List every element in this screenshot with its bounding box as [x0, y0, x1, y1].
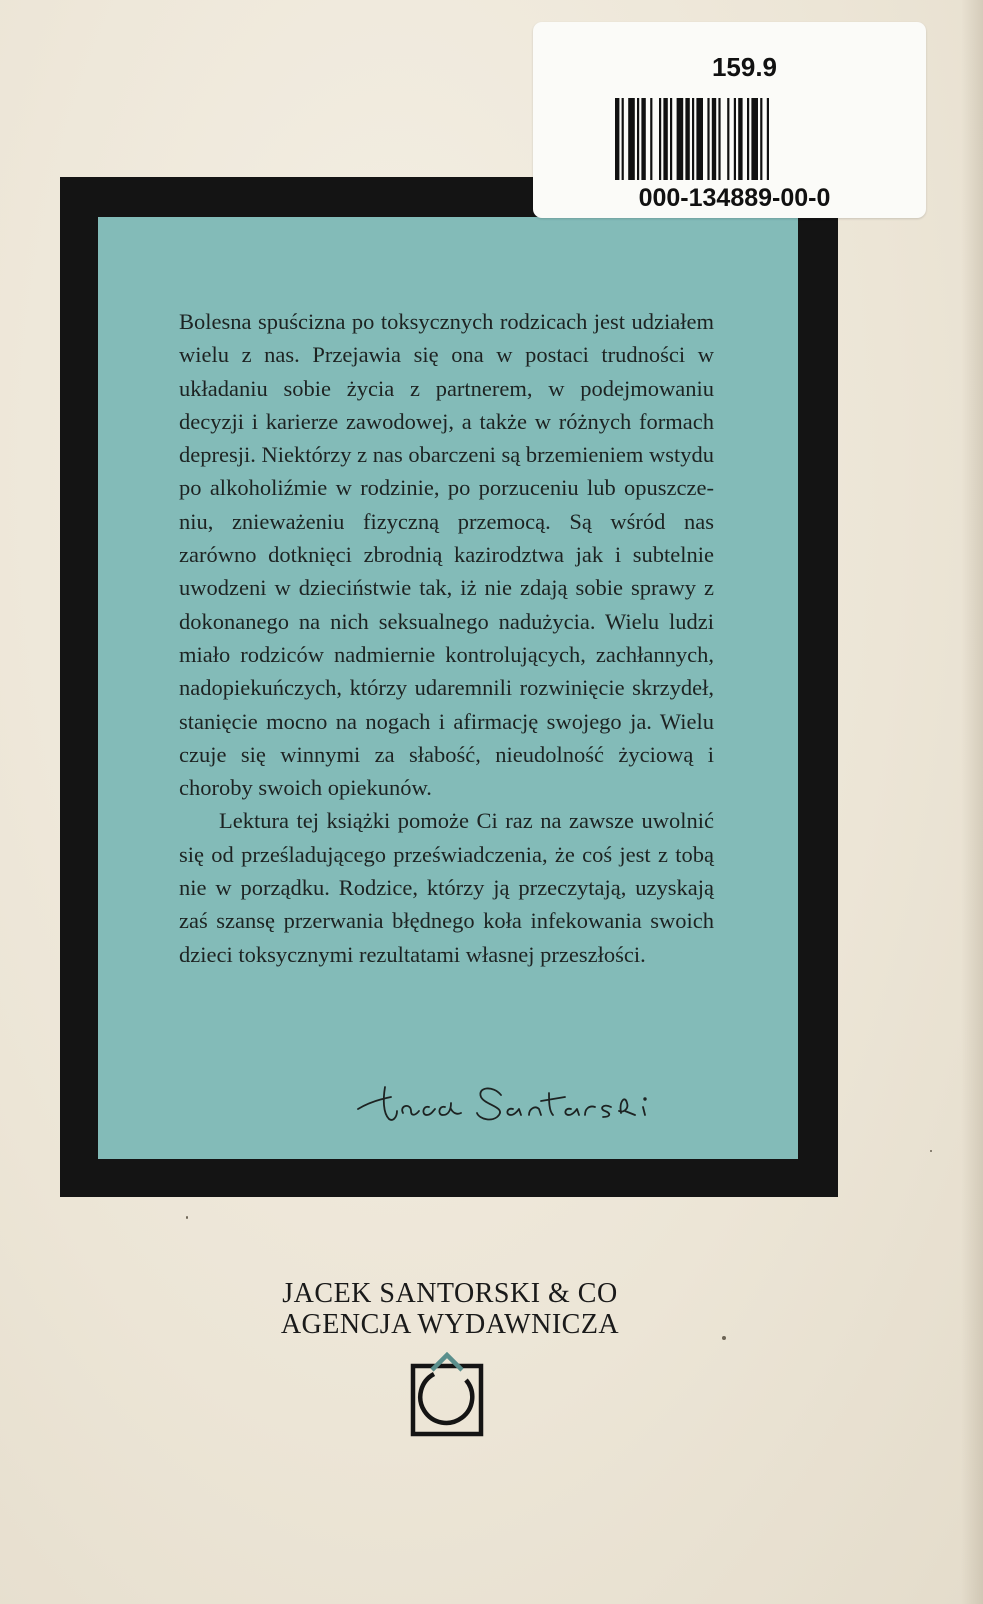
description-paragraph-2: Lektura tej książki pomoże Ci raz na zawsze uwolnić się od prześladującego przeświadczenia, że coś jest z tobą nie w porządku. Rodzice, którzy ją przeczytają, uzyskają zaś szansę przerwania błędnego koła infekowania swoich dzieci toksycznymi rezultatami własnej przeszłości. — [179, 808, 714, 967]
paper-speck — [186, 1216, 188, 1219]
barcode-icon — [615, 98, 847, 180]
description-frame — [60, 177, 838, 1197]
description-text — [179, 305, 714, 971]
publisher-line-1: JACEK SANTORSKI & CO — [282, 1278, 618, 1309]
description-paragraph-1: Bolesna spuścizna po toksycznych rodzicach jest udziałem wielu z nas. Przejawia się ona w postaci trudności w układaniu sobie życia z partnerem, w podejmowaniu decyzji i karierze zawodowej, a także w różnych formach depresji. Niektórzy z nas obarczeni są brzemieniem wstydu po alkoholiźmie w rodzinie, po porzuceniu lub opuszczeniu, znieważeniu fizyczną przemocą. Są wśród nas zarówno dotknięci zbrodnią kazirodztwa jak i subtelnie uwodzeni w dzieciństwie tak, iż nie zdają sobie sprawy z dokonanego na nich seksualnego nadużycia. Wielu ludzi miało rodziców nadmiernie kontrolujących, zachłannych, nadopiekuńczych, którzy udaremnili rozwinięcie skrzydeł, stanięcie mocno na nogach i afirmację swojego ja. Wielu czuje się winnymi za słabość, nieudolność życiową i choroby swoich opiekunów. — [179, 309, 714, 801]
page-edge-shadow — [961, 0, 983, 1604]
publisher-logo-icon — [410, 1352, 484, 1438]
publisher-line-2: AGENCJA WYDAWNICZA — [280, 1309, 620, 1340]
author-signature — [353, 1069, 653, 1129]
barcode-number: 000-134889-00-0 — [638, 184, 831, 212]
publisher-name — [0, 1278, 900, 1340]
library-label — [533, 22, 926, 218]
description-panel — [98, 217, 798, 1159]
classification-number: 159.9 — [711, 52, 778, 82]
paper-speck — [930, 1150, 932, 1152]
